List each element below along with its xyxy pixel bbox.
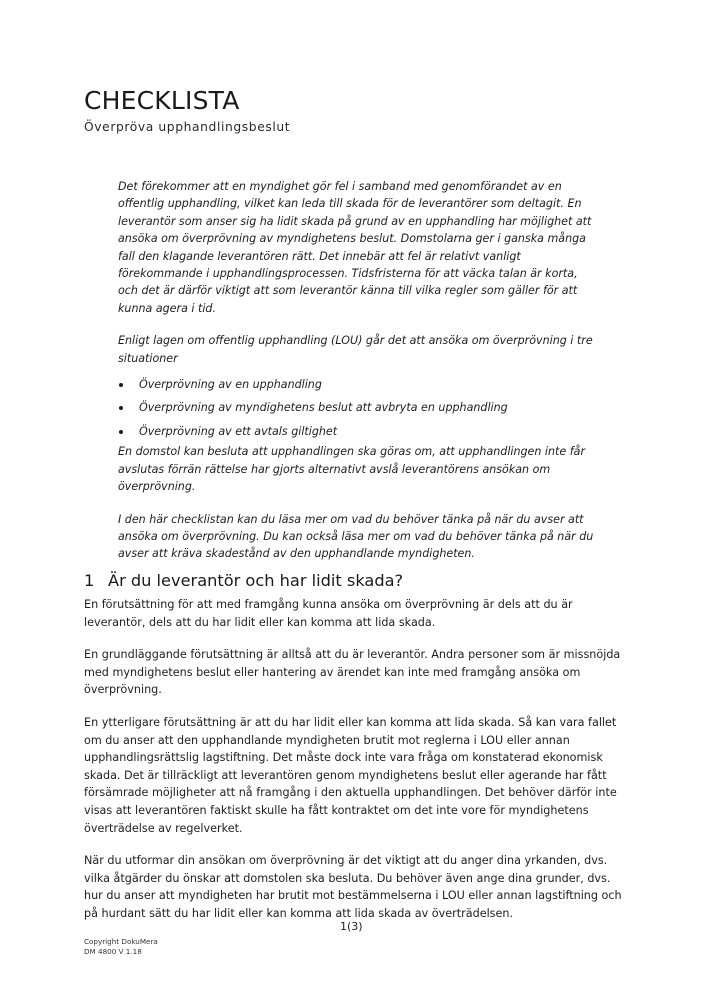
- section-heading: [84, 570, 403, 592]
- copyright-text: Copyright DokuMera: [84, 937, 158, 946]
- list-item-text: Överprövning av en upphandling: [139, 378, 322, 392]
- intro-block: [118, 178, 598, 578]
- bullet-icon: [119, 430, 123, 434]
- list-item-text: Överprövning av myndighetens beslut att avbryta en upphandling: [139, 401, 508, 415]
- intro-paragraph: I den här checklistan kan du läsa mer om vad du behöver tänka på när du avser att ansöka om överprövning. Du kan också läsa mer om vad du behöver tänka på när du avser att kräva skadestånd av den upphandlande myndigheten.: [118, 512, 594, 561]
- body-paragraph: En förutsättning för att med framgång kunna ansöka om överprövning är dels att du är leverantör, dels att du har lidit eller kan komma att lida skada.: [84, 598, 573, 629]
- body-paragraph: När du utformar din ansökan om överprövning är det viktigt att du anger dina yrkanden, dvs. vilka åtgärder du önskar att domstolen ska besluta. Du behöver även ange dina grunder, dvs. hur du anser att myndigheten har brutit mot bestämmelserna i LOU eller annan lagstiftning och på hurdant sätt du har lidit eller kan komma att lida skada av överträdelsen.: [84, 854, 622, 920]
- intro-paragraph: Enligt lagen om offentlig upphandling (LOU) går det att ansöka om överprövning i tre situationer: [118, 334, 593, 365]
- bullet-icon: [119, 406, 123, 410]
- page-number: 1(3): [340, 920, 363, 933]
- list-item-text: Överprövning av ett avtals giltighet: [139, 424, 338, 438]
- bullet-icon: [119, 383, 123, 387]
- list-item: [118, 399, 598, 416]
- document-id: DM 4800 V 1.18: [84, 946, 142, 956]
- document-title: CHECKLISTA: [84, 86, 240, 115]
- document-subtitle: Överpröva upphandlingsbeslut: [84, 120, 291, 134]
- intro-paragraph: Det förekommer att en myndighet gör fel i samband med genomförandet av en offentlig upphandling, vilket kan leda till skada för de leverantörer som deltagit. En leverantör som anser sig ha lidit skada på grund av en upphandling har möjlighet att ansöka om överprövning av myndighetens beslut. Domstolarna ger i ganska många fall den klagande leverantören rätt. Det innebär att fel är relativt vanligt förekommande i upphandlingsprocessen. Tidsfristerna för att väcka talan är korta, och det är därför viktigt att som leverantör känna till vilka regler som gäller för att kunna agera i tid.: [118, 180, 592, 315]
- situations-list: [118, 376, 598, 440]
- list-item: [118, 376, 598, 393]
- section-body: [84, 596, 624, 938]
- section-number: 1: [84, 571, 95, 590]
- list-item: [118, 423, 598, 440]
- footer: [84, 937, 158, 956]
- body-paragraph: En ytterligare förutsättning är att du har lidit eller kan komma att lida skada. Så kan vara fallet om du anser att den upphandlande myndigheten brutit mot reglerna i LOU eller annan upphandlingsrättslig lagstiftning. Det måste dock inte vara fråga om konstaterad ekonomisk skada. Det är tillräckligt att leverantören genom myndighetens beslut eller agerande har fått försämrade möjligheter att nå framgång i den aktuella upphandlingen. Det behöver därför inte visas att leverantören faktiskt skulle ha fått kontraktet om det inte vore för myndighetens överträdelse av regelverket.: [84, 715, 617, 835]
- intro-paragraph: En domstol kan besluta att upphandlingen ska göras om, att upphandlingen inte får avslutas förrän rättelse har gjorts alternativt avslå leverantörens ansökan om överprövning.: [118, 445, 586, 494]
- body-paragraph: En grundläggande förutsättning är alltså att du är leverantör. Andra personer som är missnöjda med myndighetens beslut eller hantering av ärendet kan inte med framgång ansöka om överprövning.: [84, 648, 621, 697]
- section-title: Är du leverantör och har lidit skada?: [108, 571, 404, 590]
